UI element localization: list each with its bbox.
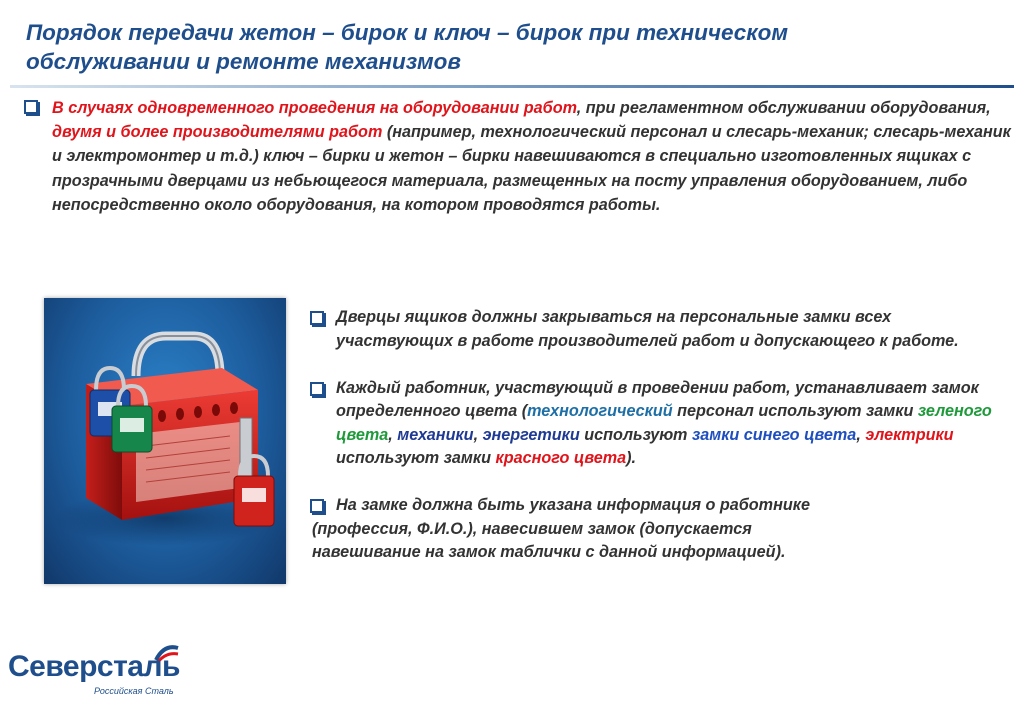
rule-colors-red: красного цвета bbox=[495, 449, 627, 467]
rule-colors-green: зеленого цвета bbox=[336, 402, 992, 444]
checkbox-bullet-icon bbox=[310, 499, 324, 513]
checkbox-bullet-icon bbox=[24, 100, 38, 114]
rule-colors-text-3: , bbox=[388, 425, 398, 444]
rule-item-locks bbox=[306, 306, 1006, 353]
rules-list bbox=[306, 306, 1006, 588]
rule-colors-text-2: персонал используют замки bbox=[672, 402, 918, 420]
intro-paragraph bbox=[24, 96, 1012, 217]
rule-colors-text-1: Каждый работник, участвующий в проведении работ, устанавливает замок определенного цвета ( bbox=[336, 378, 979, 420]
lockout-box-icon bbox=[44, 298, 286, 584]
rule-item-info bbox=[306, 494, 1006, 565]
rule-colors-electricians: электрики bbox=[865, 425, 954, 444]
slide-title bbox=[26, 18, 986, 76]
slide-title-line-1: Порядок передачи жетон – бирок и ключ – бирок при техническом bbox=[26, 20, 789, 45]
severstal-logo bbox=[4, 640, 204, 702]
intro-highlight-2: двумя и более производителями работ bbox=[52, 123, 383, 142]
checkbox-bullet-icon bbox=[310, 382, 324, 396]
rule-colors-mechanics: механики bbox=[397, 425, 474, 444]
checkbox-bullet-icon bbox=[310, 311, 324, 325]
rule-item-locks-text: Дверцы ящиков должны закрываться на персональные замки всех участвующих в работе производителей работ и допускающего к работе. bbox=[336, 308, 959, 350]
rule-colors-text-5: используют bbox=[579, 425, 692, 444]
rule-colors-tech: технологический bbox=[527, 402, 673, 420]
rule-info-line-2: (профессия, Ф.И.О.), навесившем замок (допускается bbox=[312, 519, 752, 538]
lockout-box-photo bbox=[44, 298, 286, 584]
intro-text-2: (например, технологический персонал и слесарь-механик; слесарь-механик и электромонтер и т.д.) ключ – бирки и жетон – бирки навешиваются в специально изготовленных ящиках с прозрачными дверцами из небьющегося материала, размещенных на посту управления оборудованием, либо непосредственно около оборудования, на котором проводятся работы. bbox=[52, 123, 1011, 214]
rule-colors-text-4: , bbox=[473, 425, 483, 444]
rule-colors-power: энергетики bbox=[482, 425, 580, 444]
intro-text-1: , при регламентном обслуживании оборудования, bbox=[576, 99, 991, 117]
rule-colors-text-7: используют замки bbox=[336, 449, 496, 467]
rule-colors-text-6: , bbox=[856, 425, 866, 444]
rule-info-line-1: На замке должна быть указана информация о работнике bbox=[336, 496, 810, 514]
logo-name: Северсталь bbox=[8, 650, 180, 683]
intro-highlight-1: В случаях одновременного проведения на оборудовании работ bbox=[52, 99, 577, 117]
title-divider bbox=[10, 85, 1014, 88]
rule-item-colors bbox=[306, 377, 1006, 471]
rule-colors-blue: замки синего цвета bbox=[691, 425, 857, 444]
rule-info-line-3: навешивание на замок таблички с данной информацией). bbox=[312, 543, 786, 561]
rule-colors-text-8: ). bbox=[626, 449, 637, 467]
logo-tagline: Российская Сталь bbox=[94, 686, 174, 696]
slide-title-line-2: обслуживании и ремонте механизмов bbox=[26, 49, 461, 74]
